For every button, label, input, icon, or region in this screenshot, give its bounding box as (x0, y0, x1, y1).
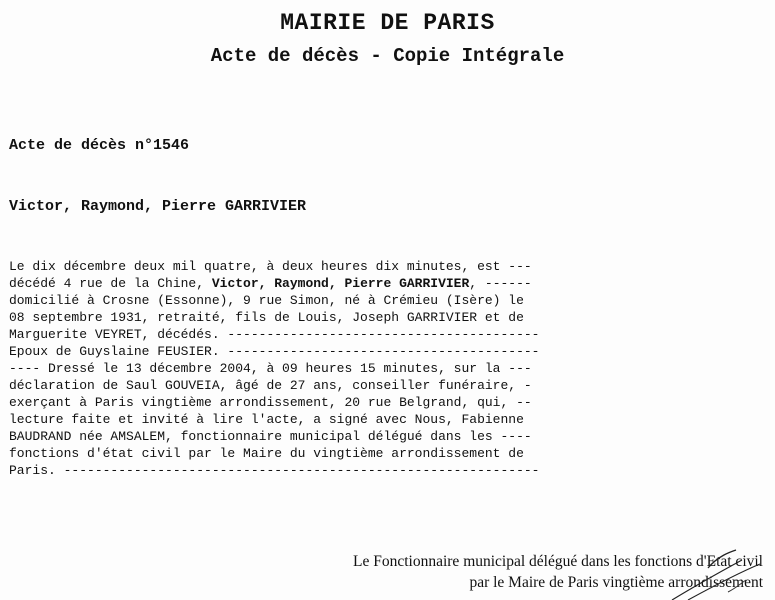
body-line-2-start: décédé 4 rue de la Chine, (9, 276, 212, 291)
act-body (9, 258, 619, 479)
body-line-2 (9, 275, 619, 292)
act-number: Acte de décès n°1546 (9, 137, 190, 154)
body-line-9: exerçant à Paris vingtième arrondissement, 20 rue Belgrand, qui, -- (9, 395, 532, 410)
body-line-3: domicilié à Crosne (Essonne), 9 rue Simon, né à Crémieu (Isère) le (9, 293, 524, 308)
body-line-1: Le dix décembre deux mil quatre, à deux heures dix minutes, est --- (9, 259, 532, 274)
body-line-13: Paris. ------------------------------------------------------------- (9, 463, 540, 478)
signature-line-2: par le Maire de Paris vingtième arrondissement (469, 574, 763, 591)
body-line-6: Epoux de Guyslaine FEUSIER. ---------------------------------------- (9, 344, 540, 359)
document-subtitle: Acte de décès - Copie Intégrale (210, 45, 565, 67)
signature-line-1: Le Fonctionnaire municipal délégué dans les fonctions d'Etat civil (353, 553, 763, 570)
body-line-5: Marguerite VEYRET, décédés. ---------------------------------------- (9, 327, 540, 342)
body-line-7: ---- Dressé le 13 décembre 2004, à 09 heures 15 minutes, sur la --- (9, 361, 532, 376)
body-line-12: fonctions d'état civil par le Maire du vingtième arrondissement de (9, 446, 524, 461)
body-line-2-name: Victor, Raymond, Pierre GARRIVIER (211, 276, 470, 291)
body-line-2-end: , ------ (469, 276, 532, 291)
body-line-4: 08 septembre 1931, retraité, fils de Louis, Joseph GARRIVIER et de (9, 310, 524, 325)
body-line-10: lecture faite et invité à lire l'acte, a signé avec Nous, Fabienne (9, 412, 524, 427)
handwritten-signature-icon (560, 548, 775, 600)
body-line-8: déclaration de Saul GOUVEIA, âgé de 27 ans, conseiller funéraire, - (9, 378, 532, 393)
deceased-name: Victor, Raymond, Pierre GARRIVIER (9, 198, 307, 215)
body-line-11: BAUDRAND née AMSALEM, fonctionnaire municipal délégué dans les ---- (9, 429, 532, 444)
document-title: MAIRIE DE PARIS (280, 10, 495, 36)
